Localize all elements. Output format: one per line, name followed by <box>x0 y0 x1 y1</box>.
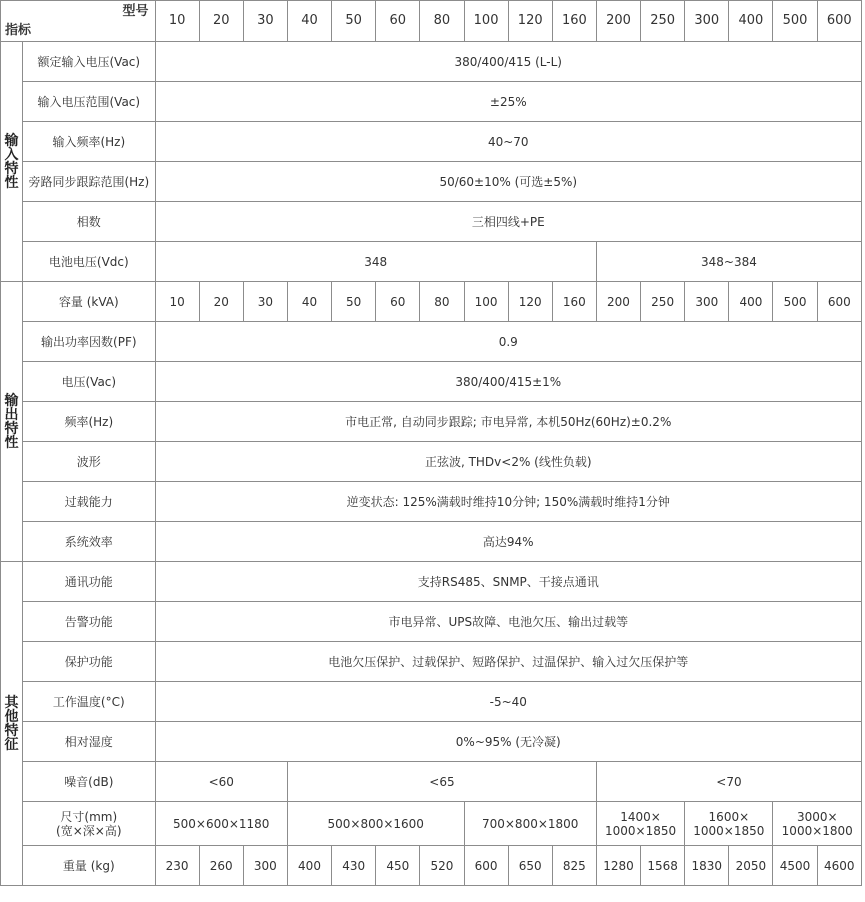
table-cell: 430 <box>332 846 376 886</box>
row-value: <70 <box>596 762 861 802</box>
row-value: <65 <box>287 762 596 802</box>
table-row <box>1 322 862 362</box>
row-label: 保护功能 <box>23 642 155 682</box>
size-cell: 700×800×1800 <box>464 802 596 846</box>
row-label: 相对湿度 <box>23 722 155 762</box>
table-row <box>1 682 862 722</box>
row-value: 50/60±10% (可选±5%) <box>155 162 861 202</box>
row-value: 逆变状态: 125%满载时维持10分钟; 150%满载时维持1分钟 <box>155 482 861 522</box>
model-header: 40 <box>287 1 331 42</box>
table-cell: 1280 <box>596 846 640 886</box>
table-row <box>1 482 862 522</box>
row-value: 40~70 <box>155 122 861 162</box>
table-cell: 400 <box>287 846 331 886</box>
size-cell: 500×800×1600 <box>287 802 464 846</box>
table-row <box>1 162 862 202</box>
table-cell: 4500 <box>773 846 817 886</box>
table-cell: 825 <box>552 846 596 886</box>
model-header: 60 <box>376 1 420 42</box>
table-cell: 600 <box>464 846 508 886</box>
table-row <box>1 362 862 402</box>
row-value: 市电异常、UPS故障、电池欠压、输出过载等 <box>155 602 861 642</box>
section-other-title: 其 他 特 征 <box>1 562 23 886</box>
row-label: 相数 <box>23 202 155 242</box>
row-label: 尺寸(mm) (宽×深×高) <box>23 802 155 846</box>
row-label: 告警功能 <box>23 602 155 642</box>
row-label: 过载能力 <box>23 482 155 522</box>
model-header: 600 <box>817 1 861 42</box>
model-header: 400 <box>729 1 773 42</box>
row-value: 380/400/415±1% <box>155 362 861 402</box>
row-label: 波形 <box>23 442 155 482</box>
table-row <box>1 642 862 682</box>
row-value: 电池欠压保护、过载保护、短路保护、过温保护、输入过欠压保护等 <box>155 642 861 682</box>
row-label: 输入频率(Hz) <box>23 122 155 162</box>
table-cell: 300 <box>685 282 729 322</box>
model-header: 500 <box>773 1 817 42</box>
table-row <box>1 122 862 162</box>
row-label: 工作温度(°C) <box>23 682 155 722</box>
table-cell: 2050 <box>729 846 773 886</box>
table-cell: 10 <box>155 282 199 322</box>
row-value: 380/400/415 (L-L) <box>155 42 861 82</box>
table-row <box>1 202 862 242</box>
row-label: 额定输入电压(Vac) <box>23 42 155 82</box>
section-output-title: 输 出 特 性 <box>1 282 23 562</box>
table-row <box>1 802 862 846</box>
model-header: 20 <box>199 1 243 42</box>
table-row <box>1 602 862 642</box>
table-row <box>1 282 862 322</box>
row-label: 噪音(dB) <box>23 762 155 802</box>
table-cell: 30 <box>243 282 287 322</box>
corner-index-label: 指标 <box>5 23 32 38</box>
row-label: 输出功率因数(PF) <box>23 322 155 362</box>
size-cell: 1400× 1000×1850 <box>596 802 684 846</box>
row-value: 0%~95% (无冷凝) <box>155 722 861 762</box>
row-value: 支持RS485、SNMP、干接点通讯 <box>155 562 861 602</box>
table-row <box>1 242 862 282</box>
table-cell: 1830 <box>685 846 729 886</box>
model-header: 50 <box>332 1 376 42</box>
row-value: 正弦波, THDv<2% (线性负载) <box>155 442 861 482</box>
row-label: 频率(Hz) <box>23 402 155 442</box>
table-cell: 650 <box>508 846 552 886</box>
table-cell: 500 <box>773 282 817 322</box>
row-label: 电压(Vac) <box>23 362 155 402</box>
table-cell: 450 <box>376 846 420 886</box>
model-header: 200 <box>596 1 640 42</box>
table-row <box>1 442 862 482</box>
model-header: 160 <box>552 1 596 42</box>
table-row <box>1 82 862 122</box>
table-cell: 250 <box>641 282 685 322</box>
table-cell: 4600 <box>817 846 861 886</box>
row-value: ±25% <box>155 82 861 122</box>
table-cell: 120 <box>508 282 552 322</box>
section-input-title: 输 入 特 性 <box>1 42 23 282</box>
corner-cell <box>1 1 156 42</box>
table-cell: 160 <box>552 282 596 322</box>
table-cell: 600 <box>817 282 861 322</box>
size-cell: 1600× 1000×1850 <box>685 802 773 846</box>
row-value: 0.9 <box>155 322 861 362</box>
table-row <box>1 42 862 82</box>
table-row <box>1 722 862 762</box>
table-cell: 200 <box>596 282 640 322</box>
row-value: 市电正常, 自动同步跟踪; 市电异常, 本机50Hz(60Hz)±0.2% <box>155 402 861 442</box>
table-cell: 300 <box>243 846 287 886</box>
row-label: 输入电压范围(Vac) <box>23 82 155 122</box>
size-cell: 3000× 1000×1800 <box>773 802 862 846</box>
table-cell: 400 <box>729 282 773 322</box>
model-header: 250 <box>641 1 685 42</box>
table-row <box>1 402 862 442</box>
row-value: <60 <box>155 762 287 802</box>
table-row <box>1 562 862 602</box>
model-header: 10 <box>155 1 199 42</box>
row-label: 系统效率 <box>23 522 155 562</box>
table-cell: 520 <box>420 846 464 886</box>
size-cell: 500×600×1180 <box>155 802 287 846</box>
corner-model-label: 型号 <box>122 4 149 19</box>
table-cell: 100 <box>464 282 508 322</box>
row-value: 三相四线+PE <box>155 202 861 242</box>
row-value: 高达94% <box>155 522 861 562</box>
header-row <box>1 1 862 42</box>
row-label: 容量 (kVA) <box>23 282 155 322</box>
model-header: 100 <box>464 1 508 42</box>
table-cell: 60 <box>376 282 420 322</box>
table-row <box>1 762 862 802</box>
table-cell: 20 <box>199 282 243 322</box>
row-label: 旁路同步跟踪范围(Hz) <box>23 162 155 202</box>
row-label: 通讯功能 <box>23 562 155 602</box>
row-value: -5~40 <box>155 682 861 722</box>
table-cell: 1568 <box>641 846 685 886</box>
row-label: 电池电压(Vdc) <box>23 242 155 282</box>
model-header: 80 <box>420 1 464 42</box>
model-header: 120 <box>508 1 552 42</box>
model-header: 300 <box>685 1 729 42</box>
model-header: 30 <box>243 1 287 42</box>
table-cell: 50 <box>332 282 376 322</box>
table-cell: 260 <box>199 846 243 886</box>
table-row <box>1 522 862 562</box>
table-cell: 230 <box>155 846 199 886</box>
row-value: 348 <box>155 242 596 282</box>
table-cell: 80 <box>420 282 464 322</box>
row-value: 348~384 <box>596 242 861 282</box>
table-row <box>1 846 862 886</box>
table-cell: 40 <box>287 282 331 322</box>
row-label: 重量 (kg) <box>23 846 155 886</box>
